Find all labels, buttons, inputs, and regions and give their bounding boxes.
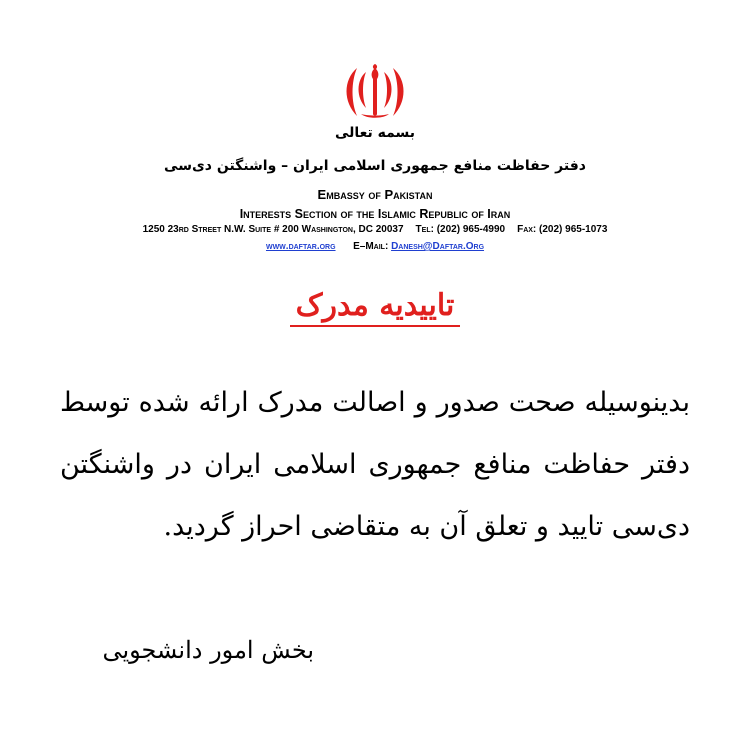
- email-label: E–Mail:: [353, 241, 389, 252]
- office-name-persian: دفتر حفاظت منافع جمهوری اسلامی ایران – واشنگتن دی‌سی: [164, 158, 586, 174]
- document-title: تاییدیه مدرک: [290, 288, 461, 327]
- bismillah-heading: بسمه تعالی: [334, 125, 416, 141]
- web-line: [0, 241, 750, 252]
- fax: Fax: (202) 965-1073: [517, 224, 608, 235]
- street-address: 1250 23rd Street N.W. Suite # 200 Washington, DC 20037: [142, 224, 404, 235]
- document-title-wrapper: [0, 288, 750, 323]
- contact-line: [0, 224, 750, 235]
- interests-section-name: Interests Section of the Islamic Republic of Iran: [239, 207, 511, 221]
- telephone: Tel: (202) 965-4990: [415, 224, 506, 235]
- confirmation-body: بدینوسیله صحت صدور و اصالت مدرک ارائه شده توسط دفتر حفاظت منافع جمهوری اسلامی ایران در واشنگتن دی‌سی تایید و تعلق آن به متقاضی احراز گردید.: [60, 387, 690, 542]
- iran-emblem-icon: [340, 62, 410, 122]
- embassy-name: Embassy of Pakistan: [317, 187, 433, 202]
- signature-department: بخش امور دانشجویی: [102, 636, 314, 664]
- email-link[interactable]: Danesh@Daftar.Org: [391, 241, 485, 252]
- website-link[interactable]: www.daftar.org: [265, 241, 336, 252]
